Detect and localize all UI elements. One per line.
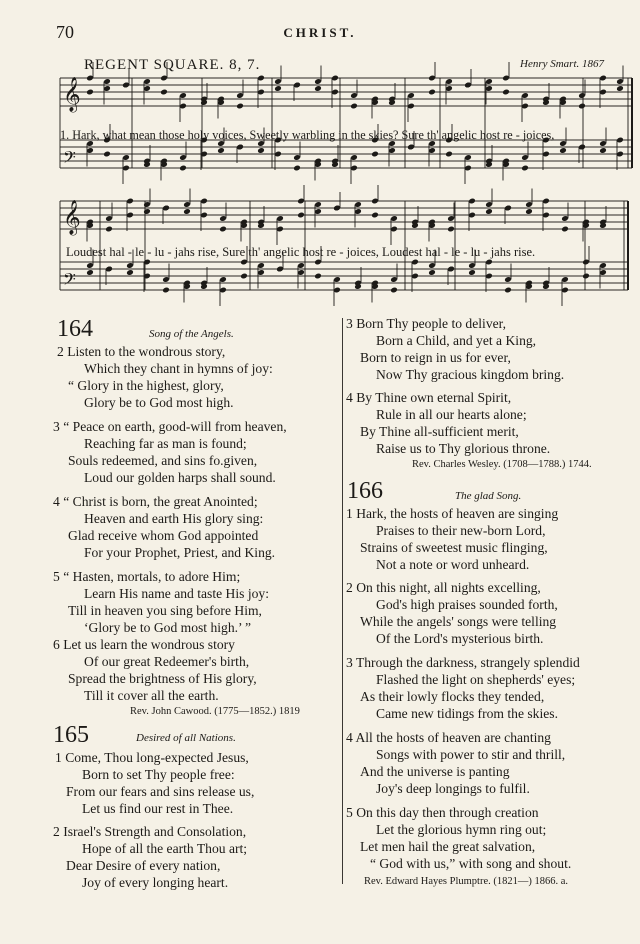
hymn-line: “ Glory in the highest, glory,	[68, 378, 224, 393]
hymn-line: Joy of every longing heart.	[82, 875, 229, 890]
hymn-line: Glad receive whom God appointed	[68, 528, 259, 543]
hymn-164-attribution: Rev. John Cawood. (1775—1852.) 1819	[130, 706, 300, 717]
hymn-line: Born to reign in us for ever,	[360, 350, 511, 365]
hymn-line: Rule in all our hearts alone;	[376, 407, 527, 422]
hymn-line: Born to set Thy people free:	[82, 767, 235, 782]
hymn-line: Not a note or word unheard.	[376, 557, 530, 572]
hymn-line: Joy's deep longings to fulfil.	[376, 781, 530, 796]
hymn-line: Came new tidings from the skies.	[376, 706, 558, 721]
hymn-line: 4 By Thine own eternal Spirit,	[346, 390, 512, 405]
hymn-166-number: 166	[347, 478, 383, 504]
hymn-line: Learn His name and taste His joy:	[84, 586, 269, 601]
hymn-line: “ God with us,” with song and shout.	[370, 856, 572, 871]
treble-clef-icon: 𝄞	[63, 77, 81, 112]
hymn-line: Raise us to Thy glorious throne.	[376, 441, 551, 456]
note-head	[504, 287, 512, 294]
hymn-line: Till in heaven you sing before Him,	[68, 603, 262, 618]
note-head	[162, 287, 170, 294]
hymn-line: 1 Come, Thou long-expected Jesus,	[55, 750, 249, 765]
hymn-line: As their lowly flocks they tended,	[360, 689, 545, 704]
hymn-line: By Thine all-sufficient merit,	[360, 424, 519, 439]
hymn-line: 4 All the hosts of heaven are chanting	[346, 730, 551, 745]
note-head	[105, 226, 113, 233]
hymn-line: And the universe is panting	[360, 764, 510, 779]
note-head	[293, 165, 301, 172]
hymn-line: Spread the brightness of His glory,	[68, 671, 257, 686]
hymn-line: Born a Child, and yet a King,	[376, 333, 537, 348]
note-head	[179, 165, 187, 172]
hymn-line: 1 Hark, the hosts of heaven are singing	[346, 506, 559, 521]
music-lyrics-line-1: 1. Hark, what mean those holy voices, Sweetly warbling in the skies? Sure th' angelic host re - joices,	[60, 128, 555, 142]
column-divider	[342, 318, 343, 884]
hymn-line: Dear Desire of every nation,	[66, 858, 221, 873]
hymn-line: Till it cover all the earth.	[84, 688, 219, 703]
running-head: CHRIST.	[283, 25, 357, 40]
hymn-line: ‘Glory be to God most high.’ ”	[84, 620, 252, 635]
hymn-line: God's high praises sounded forth,	[376, 597, 558, 612]
note-head	[217, 147, 225, 154]
note-head	[257, 147, 265, 154]
note-head	[525, 208, 533, 215]
note-head	[86, 269, 94, 276]
note-head	[599, 147, 607, 154]
hymn-164-title: Song of the Angels.	[149, 328, 234, 340]
hymn-164-number: 164	[57, 316, 93, 342]
tune-composer: Henry Smart. 1867	[520, 58, 605, 70]
note-head	[314, 85, 322, 92]
hymn-line: For your Prophet, Priest, and King.	[84, 545, 276, 560]
note-head	[582, 273, 590, 280]
note-head	[468, 269, 476, 276]
hymn-line: Souls redeemed, and sins fo.given,	[68, 453, 258, 468]
hymn-165-title: Desired of all Nations.	[136, 732, 236, 744]
hymn-line: 4 “ Christ is born, the great Anointed;	[53, 494, 258, 509]
music-score	[0, 0, 640, 310]
hymn-line: Which they chant in hymns of joy:	[84, 361, 273, 376]
note-head	[428, 269, 436, 276]
hymn-165-number: 165	[53, 722, 89, 748]
hymn-line: Strains of sweetest music flinging,	[360, 540, 548, 555]
hymn-line: 3 Through the darkness, strangely splendid	[346, 655, 580, 670]
note-head	[561, 226, 569, 233]
note-head	[219, 226, 227, 233]
hymn-line: 2 Israel's Strength and Consolation,	[53, 824, 247, 839]
hymn-line: 3 Born Thy people to deliver,	[346, 316, 507, 331]
note-head	[274, 85, 282, 92]
hymn-line: From our fears and sins release us,	[66, 784, 255, 799]
hymn-line: Praises to their new-born Lord,	[376, 523, 546, 538]
hymn-line: Songs with power to stir and thrill,	[376, 747, 566, 762]
hymn-line: Let the glorious hymn ring out;	[376, 822, 547, 837]
bass-clef-icon: 𝄢	[63, 269, 76, 293]
hymn-165-attribution: Rev. Charles Wesley. (1708—1788.) 1744.	[412, 459, 592, 470]
note-head	[447, 226, 455, 233]
note-head	[502, 89, 510, 96]
hymn-line: 6 Let us learn the wondrous story	[53, 637, 235, 652]
hymn-line: Of the Lord's mysterious birth.	[376, 631, 544, 646]
hymn-166-title: The glad Song.	[455, 490, 522, 502]
hymn-line: 2 Listen to the wondrous story,	[57, 344, 226, 359]
hymn-line: Reaching far as man is found;	[84, 436, 247, 451]
note-head	[297, 212, 305, 219]
note-head	[371, 151, 379, 158]
note-head	[160, 89, 168, 96]
note-head	[578, 103, 586, 110]
hymn-line: 2 On this night, all nights excelling,	[346, 580, 541, 595]
hymn-line: While the angels' songs were telling	[360, 614, 557, 629]
music-lyrics-line-2: Loudest hal - le - lu - jahs rise, Sure th' angelic host re - joices, Loudest hal - le - lu - jahs rise.	[66, 245, 536, 259]
note-head	[143, 208, 151, 215]
hymn-line: Of our great Redeemer's birth,	[84, 654, 250, 669]
hymn-line: Heaven and earth His glory sing:	[84, 511, 264, 526]
treble-clef-icon: 𝄞	[63, 200, 81, 235]
note-head	[616, 85, 624, 92]
note-head	[371, 212, 379, 219]
hymn-line: 5 “ Hasten, mortals, to adore Him;	[53, 569, 241, 584]
hymn-line: Flashed the light on shepherds' eyes;	[376, 672, 576, 687]
note-head	[126, 269, 134, 276]
note-head	[240, 273, 248, 280]
note-head	[428, 89, 436, 96]
note-head	[559, 147, 567, 154]
note-head	[103, 151, 111, 158]
hymn-line: Now Thy gracious kingdom bring.	[376, 367, 565, 382]
hymn-line: 3 “ Peace on earth, good-will from heaven,	[53, 419, 287, 434]
hymn-166-attribution: Rev. Edward Hayes Plumptre. (1821—) 1866. a.	[364, 876, 569, 887]
tune-name: REGENT SQUARE. 8, 7.	[84, 57, 261, 73]
note-head	[236, 103, 244, 110]
note-head	[314, 273, 322, 280]
note-head	[521, 165, 529, 172]
page-number: 70	[56, 22, 74, 42]
note-head	[350, 103, 358, 110]
note-head	[445, 151, 453, 158]
note-head	[183, 208, 191, 215]
hymn-line: Loud our golden harps shall sound.	[84, 470, 276, 485]
hymn-line: 5 On this day then through creation	[346, 805, 539, 820]
note-head	[390, 287, 398, 294]
note-head	[485, 208, 493, 215]
hymn-line: Glory be to God most high.	[84, 395, 234, 410]
hymn-line: Hope of all the earth Thou art;	[82, 841, 248, 856]
note-head	[86, 89, 94, 96]
bass-clef-icon: 𝄢	[63, 147, 76, 171]
hymn-line: Let us find our rest in Thee.	[82, 801, 234, 816]
hymn-line: Let men hail the great salvation,	[360, 839, 536, 854]
